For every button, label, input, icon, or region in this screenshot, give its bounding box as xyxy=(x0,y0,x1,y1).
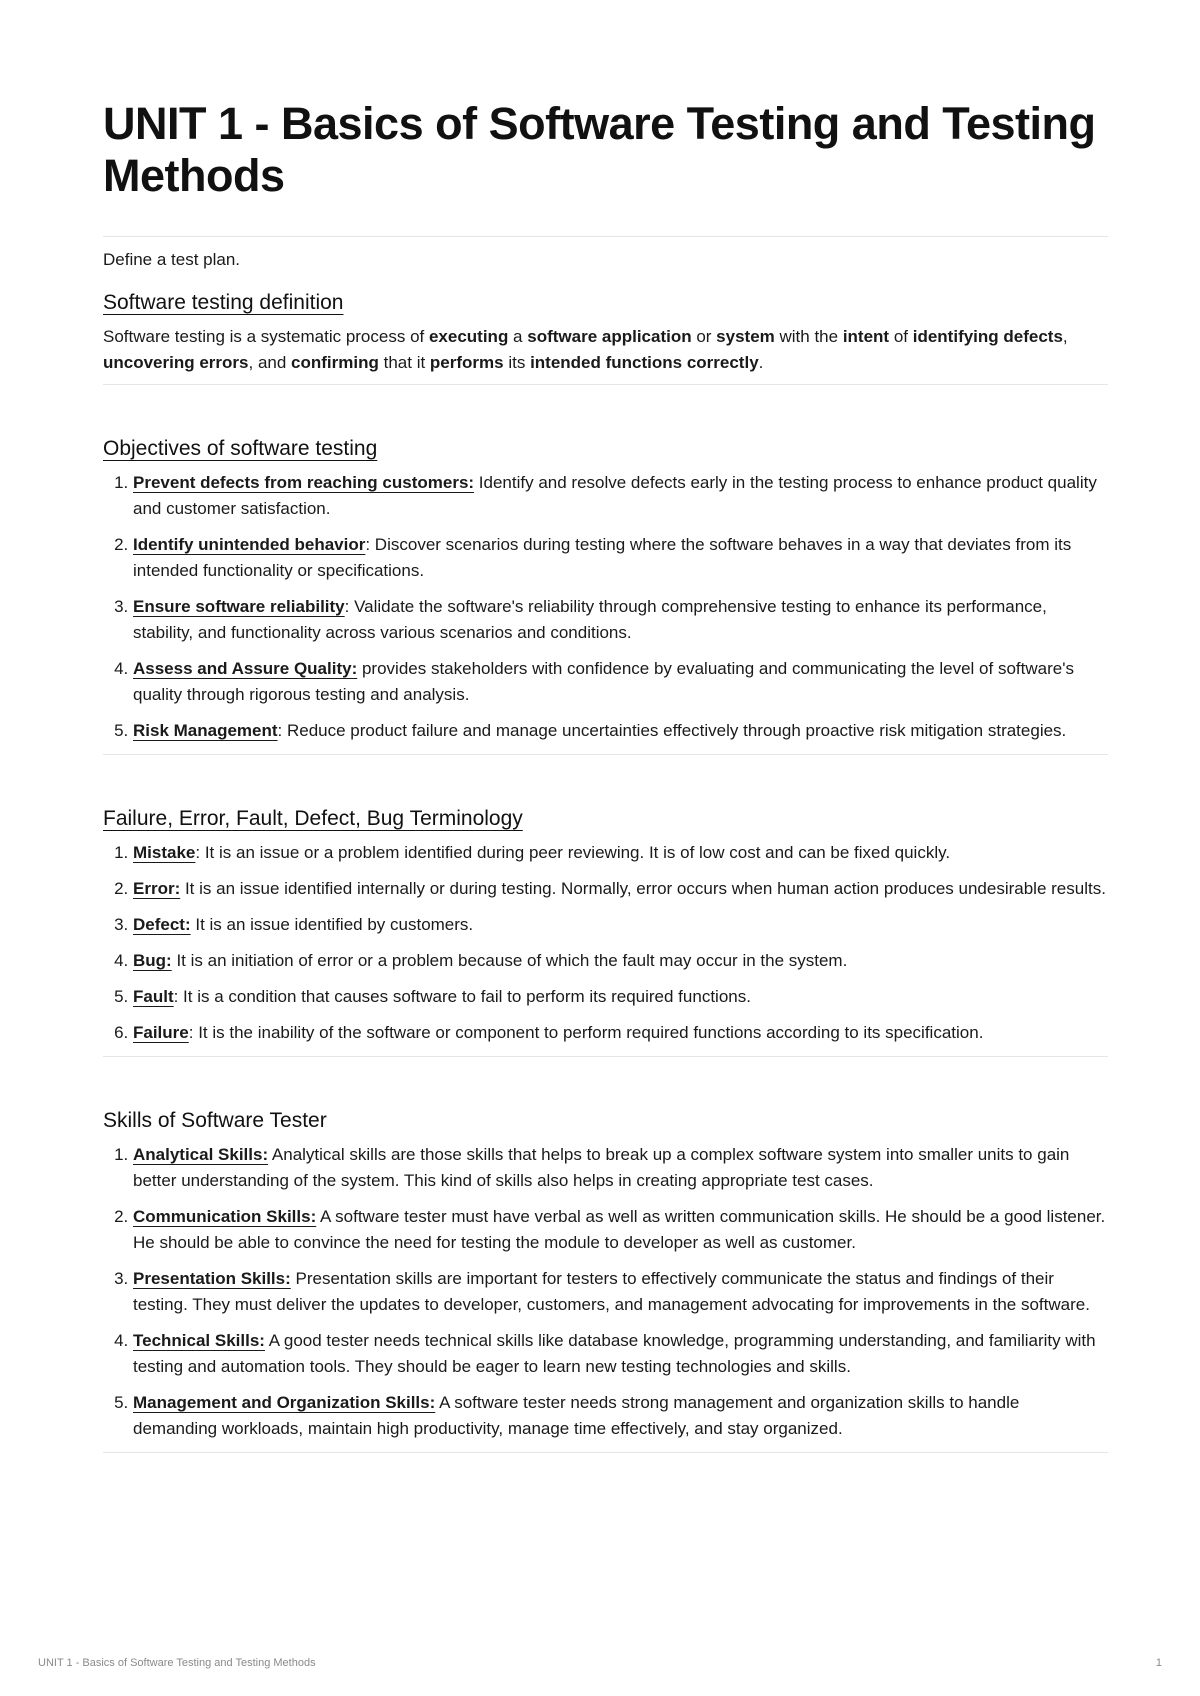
terminology-item-term: Bug: xyxy=(133,951,172,970)
divider xyxy=(103,1452,1108,1453)
terminology-section xyxy=(103,805,1108,1046)
divider xyxy=(103,754,1108,755)
skill-item-term: Analytical Skills: xyxy=(133,1145,269,1164)
definition-heading: Software testing definition xyxy=(103,291,344,314)
definition-bold-text: system xyxy=(716,327,775,346)
skill-item xyxy=(133,1204,1108,1256)
skill-item-description: Presentation skills are important for testers to effectively communicate the status and findings of their testing. They must deliver the updates to developer, customers, and management advocating for improvements in the software. xyxy=(133,1269,1090,1314)
divider xyxy=(103,1056,1108,1057)
definition-text: or xyxy=(691,327,717,346)
terminology-item xyxy=(133,984,1108,1010)
terminology-item xyxy=(133,840,1108,866)
definition-bold-text: uncovering errors xyxy=(103,353,249,372)
terminology-item-term: Fault xyxy=(133,987,174,1006)
skill-item-term: Management and Organization Skills: xyxy=(133,1393,436,1412)
terminology-item xyxy=(133,948,1108,974)
definition-text: of xyxy=(889,327,913,346)
skill-item xyxy=(133,1390,1108,1442)
page-footer xyxy=(38,1657,1162,1669)
objectives-section xyxy=(103,435,1108,744)
objective-item-term: Risk Management xyxy=(133,721,278,740)
terminology-list xyxy=(103,840,1108,1046)
objective-item xyxy=(133,718,1108,744)
definition-paragraph xyxy=(103,324,1108,376)
objective-item xyxy=(133,532,1108,584)
definition-text: , xyxy=(1062,327,1068,346)
definition-text: a xyxy=(508,327,528,346)
definition-bold-text: performs xyxy=(429,353,504,372)
terminology-item xyxy=(133,1020,1108,1046)
definition-text: its xyxy=(503,353,531,372)
definition-text: , and xyxy=(248,353,292,372)
terminology-item-description: : It is an issue or a problem identified during peer reviewing. It is of low cost and can be fixed quickly. xyxy=(195,843,951,862)
skill-item-description: Analytical skills are those skills that helps to break up a complex software system into smaller units to gain better understanding of the system. This kind of skills also helps in creating appropriate test cases. xyxy=(133,1145,1070,1190)
terminology-heading: Failure, Error, Fault, Defect, Bug Terminology xyxy=(103,807,523,830)
intro-text: Define a test plan. xyxy=(103,250,241,269)
document-page xyxy=(103,98,1108,1453)
skill-item-description: A good tester needs technical skills like database knowledge, programming understanding, and familiarity with testing and automation tools. They should be eager to learn new testing technologies and skills. xyxy=(133,1331,1096,1376)
footer-title: UNIT 1 - Basics of Software Testing and Testing Methods xyxy=(38,1657,316,1669)
terminology-item-description: It is an issue identified internally or during testing. Normally, error occurs when human action produces undesirable results. xyxy=(180,879,1106,898)
objective-item-description: Identify and resolve defects early in the testing process to enhance product quality and customer satisfaction. xyxy=(133,473,1097,518)
definition-bold-text: intended functions correctly xyxy=(530,353,759,372)
skill-item xyxy=(133,1328,1108,1380)
definition-bold-text: confirming xyxy=(291,353,379,372)
terminology-item-term: Error: xyxy=(133,879,181,898)
objective-item-description: provides stakeholders with confidence by evaluating and communicating the level of software's quality through rigorous testing and analysis. xyxy=(133,659,1074,704)
objectives-heading: Objectives of software testing xyxy=(103,437,378,460)
skill-item-term: Presentation Skills: xyxy=(133,1269,291,1288)
skill-item-term: Communication Skills: xyxy=(133,1207,317,1226)
skill-item xyxy=(133,1266,1108,1318)
divider xyxy=(103,384,1108,385)
skill-item-description: A software tester must have verbal as well as written communication skills. He should be a good listener. He should be able to convince the need for testing the module to developer as well as customer. xyxy=(133,1207,1106,1252)
objective-item xyxy=(133,470,1108,522)
objective-item-description: : Validate the software's reliability through comprehensive testing to enhance its performance, stability, and functionality across various scenarios and conditions. xyxy=(133,597,1047,642)
page-number: 1 xyxy=(1155,1657,1162,1669)
terminology-item-description: It is an issue identified by customers. xyxy=(190,915,474,934)
objective-item xyxy=(133,656,1108,708)
objective-item-term: Ensure software reliability xyxy=(133,597,345,616)
terminology-item-description: It is an initiation of error or a problem because of which the fault may occur in the system. xyxy=(171,951,848,970)
skills-heading: Skills of Software Tester xyxy=(103,1109,327,1132)
objective-item-term: Assess and Assure Quality: xyxy=(133,659,358,678)
skills-list xyxy=(103,1142,1108,1442)
skills-section xyxy=(103,1107,1108,1442)
terminology-item-term: Failure xyxy=(133,1023,189,1042)
skill-item xyxy=(133,1142,1108,1194)
terminology-item-term: Defect: xyxy=(133,915,191,934)
definition-text: . xyxy=(758,353,764,372)
terminology-item xyxy=(133,876,1108,902)
definition-bold-text: software application xyxy=(527,327,692,346)
definition-text: that it xyxy=(378,353,430,372)
objective-item xyxy=(133,594,1108,646)
definition-text: with the xyxy=(774,327,843,346)
definition-bold-text: executing xyxy=(428,327,509,346)
terminology-item xyxy=(133,912,1108,938)
terminology-item-description: : It is the inability of the software or component to perform required functions according to its specification. xyxy=(188,1023,984,1042)
objectives-list xyxy=(103,470,1108,744)
objective-item-term: Identify unintended behavior xyxy=(133,535,366,554)
definition-bold-text: intent xyxy=(842,327,890,346)
skill-item-description: A software tester needs strong management and organization skills to handle demanding workloads, maintain high productivity, manage time effectively, and stay organized. xyxy=(133,1393,1020,1438)
terminology-item-description: : It is a condition that causes software to fail to perform its required functions. xyxy=(173,987,751,1006)
page-title: UNIT 1 - Basics of Software Testing and Testing Methods xyxy=(103,98,1096,201)
objective-item-description: : Reduce product failure and manage uncertainties effectively through proactive risk mitigation strategies. xyxy=(277,721,1067,740)
objective-item-term: Prevent defects from reaching customers: xyxy=(133,473,475,492)
divider xyxy=(103,236,1108,237)
terminology-item-term: Mistake xyxy=(133,843,196,862)
definition-section xyxy=(103,289,1108,376)
definition-text: Software testing is a systematic process of xyxy=(103,327,429,346)
objective-item-description: : Discover scenarios during testing where the software behaves in a way that deviates from its intended functionality or specifications. xyxy=(133,535,1072,580)
definition-bold-text: identifying defects xyxy=(912,327,1063,346)
skill-item-term: Technical Skills: xyxy=(133,1331,265,1350)
